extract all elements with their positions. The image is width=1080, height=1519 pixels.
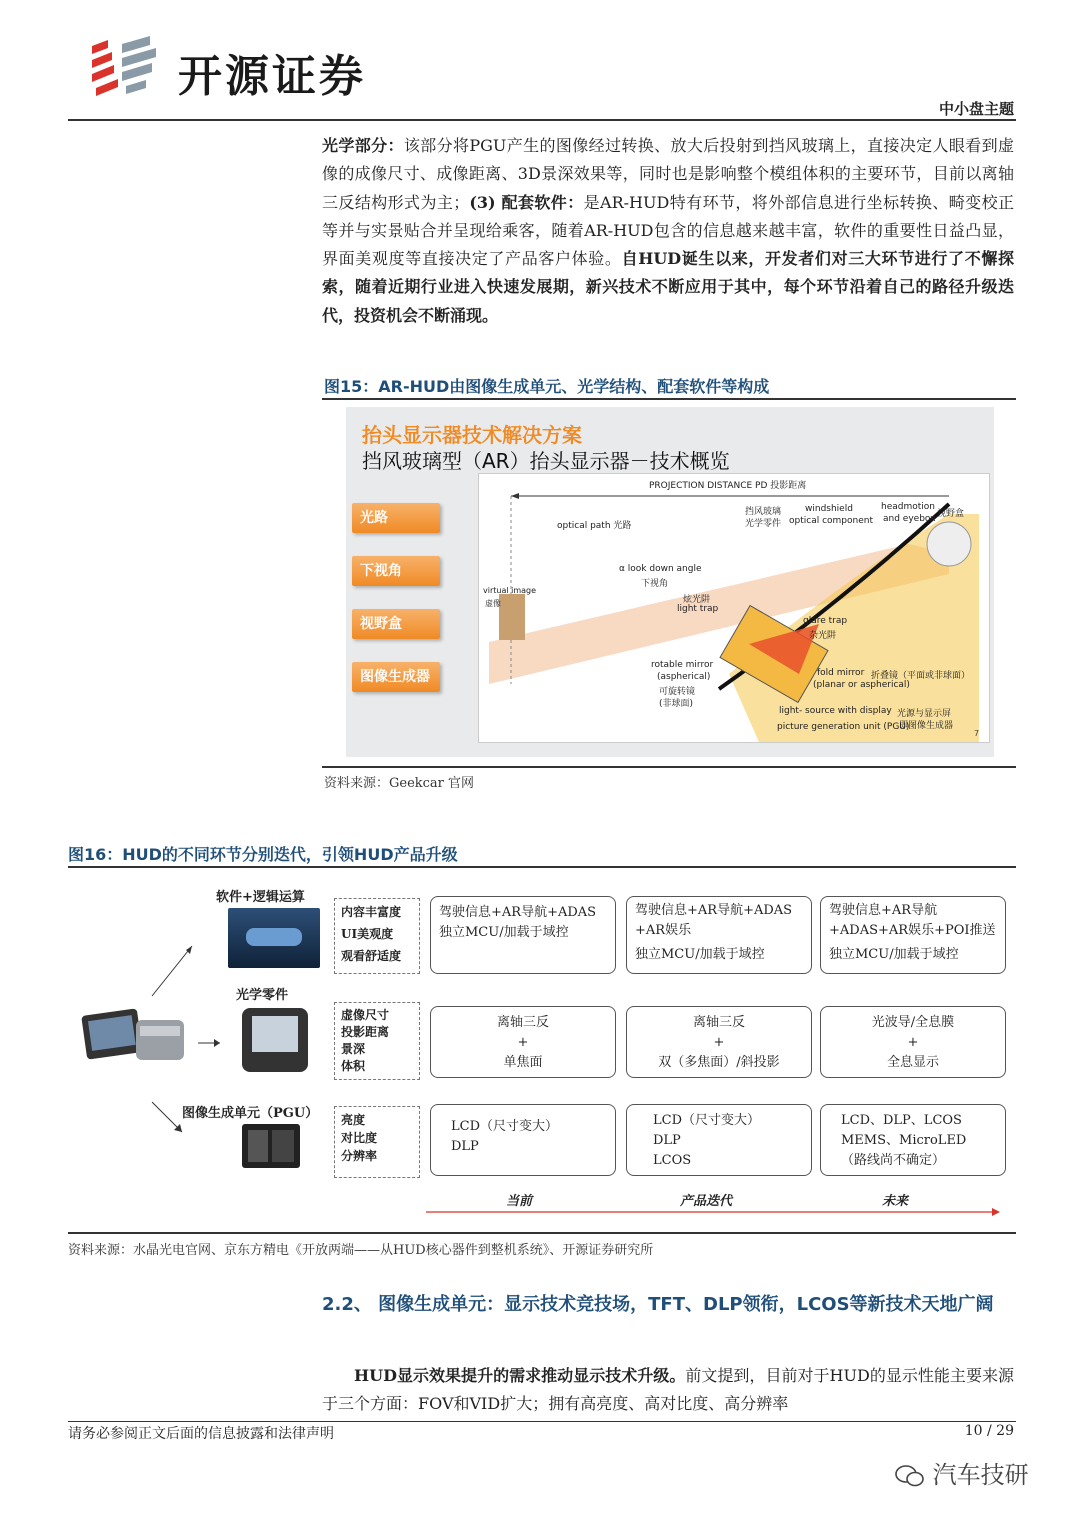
label-optical-component-cn: 光学零件 [745, 519, 782, 529]
cell-text: MEMS、MicroLED [841, 1133, 967, 1148]
metric-box-pgu [334, 1106, 420, 1178]
footer-rule [68, 1421, 1016, 1422]
label-virtual-cn: 虚像 [485, 599, 501, 608]
fig15-title: 图15：AR-HUD由图像生成单元、光学结构、配套软件等构成 [324, 377, 770, 396]
side-button-pgu: 图像生成器 [352, 662, 440, 692]
metric-pgu-2: 分辨率 [341, 1149, 378, 1163]
label-light-source-cn: 光源与显示屏 [897, 709, 952, 719]
label-eyebox-cn: 视野盒 [937, 509, 965, 519]
metric-optics-1: 投影距离 [341, 1025, 390, 1039]
footer-page-number: 10 / 29 [964, 1423, 1014, 1439]
row-label-software: 软件+逻辑运算 [216, 890, 305, 905]
intro-paragraph [322, 132, 1014, 330]
label-rotable-en2: (aspherical) [657, 672, 711, 682]
pgu-image [242, 1124, 300, 1168]
label-glaretrap-cn: 杂光阱 [809, 631, 837, 641]
section-title: 2.2、 图像生成单元：显示技术竞技场，TFT、DLP领衔，LCOS等新技术天地广阔 [322, 1294, 994, 1315]
label-fold-en2: (planar or aspherical) [813, 680, 910, 690]
cell-pgu-iteration [626, 1104, 812, 1176]
driver-head-icon [927, 522, 971, 566]
side-button-eyebox: 视野盒 [352, 609, 440, 639]
cell-text: 单焦面 [503, 1055, 543, 1070]
cell-text: 双（多焦面）/斜投影 [658, 1055, 780, 1070]
header-topic: 中小盘主题 [938, 100, 1014, 118]
fig15-rule-bottom [322, 766, 1016, 768]
fig16-rule-bottom [68, 1232, 1016, 1234]
metric-software-1: UI美观度 [341, 927, 394, 941]
cell-text: LCOS [653, 1153, 692, 1168]
cell-text: +AR娱乐 [635, 923, 692, 938]
label-windshield-cn: 挡风玻璃 [745, 507, 782, 517]
label-windshield-en: windshield [805, 504, 853, 514]
timeline-current: 当前 [506, 1194, 533, 1209]
fig16-title: 图16：HUD的不同环节分别迭代，引领HUD产品升级 [68, 845, 458, 864]
virtual-image-icon [499, 594, 525, 640]
label-fold-cn: 折叠镜（平面或非球面） [871, 671, 971, 681]
cell-text: 独立MCU/加载于域控 [829, 947, 959, 962]
footer-disclaimer: 请务必参阅正文后面的信息披露和法律声明 [68, 1426, 334, 1442]
timeline-arrow-icon [424, 1206, 1004, 1218]
software-label: (3) 配套软件： [469, 192, 584, 212]
cell-pgu-future [820, 1104, 1006, 1176]
watermark [895, 1455, 1029, 1490]
label-pgu-cn: 即图像生成器 [899, 721, 954, 731]
cell-text: LCD、DLP、LCOS [841, 1113, 962, 1128]
metric-pgu-1: 对比度 [341, 1131, 378, 1145]
timeline-future: 未来 [882, 1194, 909, 1209]
cell-text: + [907, 1035, 919, 1050]
cell-text: DLP [653, 1133, 681, 1148]
label-headmotion: headmotion [881, 502, 935, 512]
label-lookdown: α look down angle [619, 564, 702, 574]
logo-mark [88, 36, 168, 98]
optics-image [242, 1008, 308, 1072]
label-rotable-en: rotable mirror [651, 660, 714, 670]
bold-tail: 自HUD诞生以来，开发者们对三大环节进行了不懈探索，随着近期行业进入快速发展期，新兴技术不断应用于其中，每个环节沿着自己的路径升级迭代，投资机会不断涌现。 [322, 249, 1014, 325]
cell-text: 驾驶信息+AR导航+ADAS [439, 905, 597, 920]
cell-text: 独立MCU/加载于域控 [439, 925, 569, 940]
fig15-source: 资料来源：Geekcar 官网 [324, 776, 475, 791]
cell-software-current [430, 896, 616, 974]
label-light-source-en: light- source with display [779, 706, 892, 716]
pd-arrow-head [511, 493, 519, 499]
metric-box-optics [334, 1002, 420, 1080]
label-lighttrap-en: light trap [677, 604, 719, 614]
metric-pgu-0: 亮度 [341, 1113, 366, 1127]
label-glaretrap-en: glare trap [803, 616, 848, 626]
cell-text: 离轴三反 [692, 1015, 745, 1030]
software-image [228, 908, 320, 968]
label-fold-en: fold mirror [817, 668, 865, 678]
cell-pgu-current [430, 1104, 616, 1176]
logo-icon [88, 36, 168, 98]
label-eyebox: and eyebox [883, 514, 936, 524]
cell-text: LCD（尺寸变大） [451, 1119, 559, 1134]
wechat-icon [895, 1464, 925, 1488]
cell-text: 离轴三反 [496, 1015, 549, 1030]
cell-text: 驾驶信息+AR导航+ADAS [635, 903, 793, 918]
cell-text: 光波导/全息膜 [871, 1015, 955, 1030]
software-text: 是AR-HUD特有环节，将外部信息进行坐标转换、畸变校正等并与实景贴合并呈现给乘客，随着AR-HUD包含的信息越来越丰富，软件的重要性日益凸显，界面美观度等直接决定了产品客户体验。 [322, 192, 1014, 269]
hud-module-image [80, 1000, 190, 1075]
fig15-rule-top [322, 398, 1016, 400]
section-para-bold: HUD显示效果提升的需求推动显示技术升级。 [354, 1366, 686, 1385]
label-lighttrap-cn: 炫光阱 [683, 595, 711, 605]
label-rotable-cn: 可旋转镜 [659, 687, 696, 697]
cell-text: DLP [451, 1139, 479, 1154]
optics-label: 光学部分： [322, 136, 404, 155]
cell-text: 独立MCU/加载于域控 [635, 947, 765, 962]
header-rule [68, 119, 1016, 121]
label-optical-path: optical path 光路 [557, 521, 632, 531]
cell-text: LCD（尺寸变大） [653, 1113, 761, 1128]
watermark-text: 汽车技研 [932, 1461, 1029, 1489]
side-button-optical-path: 光路 [352, 503, 440, 533]
row-label-pgu: 图像生成单元（PGU） [182, 1106, 319, 1121]
cell-text: +ADAS+AR娱乐+POI推送 [829, 923, 996, 938]
metric-software-2: 观看舒适度 [341, 949, 402, 963]
cell-text: + [517, 1035, 529, 1050]
metric-box-software [334, 898, 420, 974]
cell-text: 全息显示 [886, 1055, 939, 1070]
optics-text: 该部分将PGU产生的图像经过转换、放大后投射到挡风玻璃上，直接决定人眼看到虚像的成像尺寸、成像距离、3D景深效果等，同时也是影响整个模组体积的主要环节，目前以离轴三反结构形式为主； [322, 136, 1014, 212]
label-virtual: virtual image [483, 586, 537, 595]
label-projection: PROJECTION DISTANCE PD 投影距离 [649, 481, 807, 491]
row-label-optics: 光学零件 [236, 988, 289, 1003]
arrow-up-right-icon [148, 940, 208, 1000]
cell-software-future [820, 896, 1006, 974]
cell-optics-iteration [626, 1006, 812, 1078]
cell-optics-current [430, 1006, 616, 1078]
metric-optics-2: 景深 [341, 1042, 366, 1056]
cell-optics-future [820, 1006, 1006, 1078]
fig16-rule-top [68, 866, 1016, 868]
fig15-heading-orange: 抬头显示器技术解决方案 [362, 423, 582, 447]
cell-text: + [713, 1035, 725, 1050]
label-optical-component-en: optical component [789, 516, 873, 526]
label-rotable-cn2: (非球面) [659, 699, 694, 709]
metric-software-0: 内容丰富度 [341, 905, 402, 919]
cell-text: （路线尚不确定） [841, 1153, 946, 1168]
timeline-iteration: 产品迭代 [680, 1194, 733, 1209]
section-para-text: 前文提到，目前对于HUD的显示性能主要来源于三个方面：FOV和VID扩大；拥有高亮度、高对比度、高分辨率 [322, 1366, 1014, 1413]
metric-optics-3: 体积 [341, 1059, 366, 1073]
label-lookdown-cn: 下视角 [641, 579, 669, 589]
label-pgu-en: picture generation unit (PGU) [777, 722, 910, 732]
side-button-lookdown: 下视角 [352, 556, 440, 586]
fig15-image [346, 407, 994, 757]
cell-software-iteration [626, 896, 812, 974]
diagram-panel [478, 473, 990, 743]
logo-text: 开源证券 [178, 51, 366, 102]
section-paragraph [322, 1362, 1014, 1418]
fig16-source: 资料来源：水晶光电官网、京东方精电《开放两端——从HUD核心器件到整机系统》、开源证券研究所 [68, 1243, 654, 1258]
metric-optics-0: 虚像尺寸 [341, 1008, 390, 1022]
fig15-page-num: 7 [974, 729, 980, 738]
arrow-right-icon [196, 1037, 226, 1049]
cell-text: 驾驶信息+AR导航 [829, 903, 938, 918]
fig15-heading-black: 挡风玻璃型（AR）抬头显示器－技术概览 [362, 449, 730, 473]
